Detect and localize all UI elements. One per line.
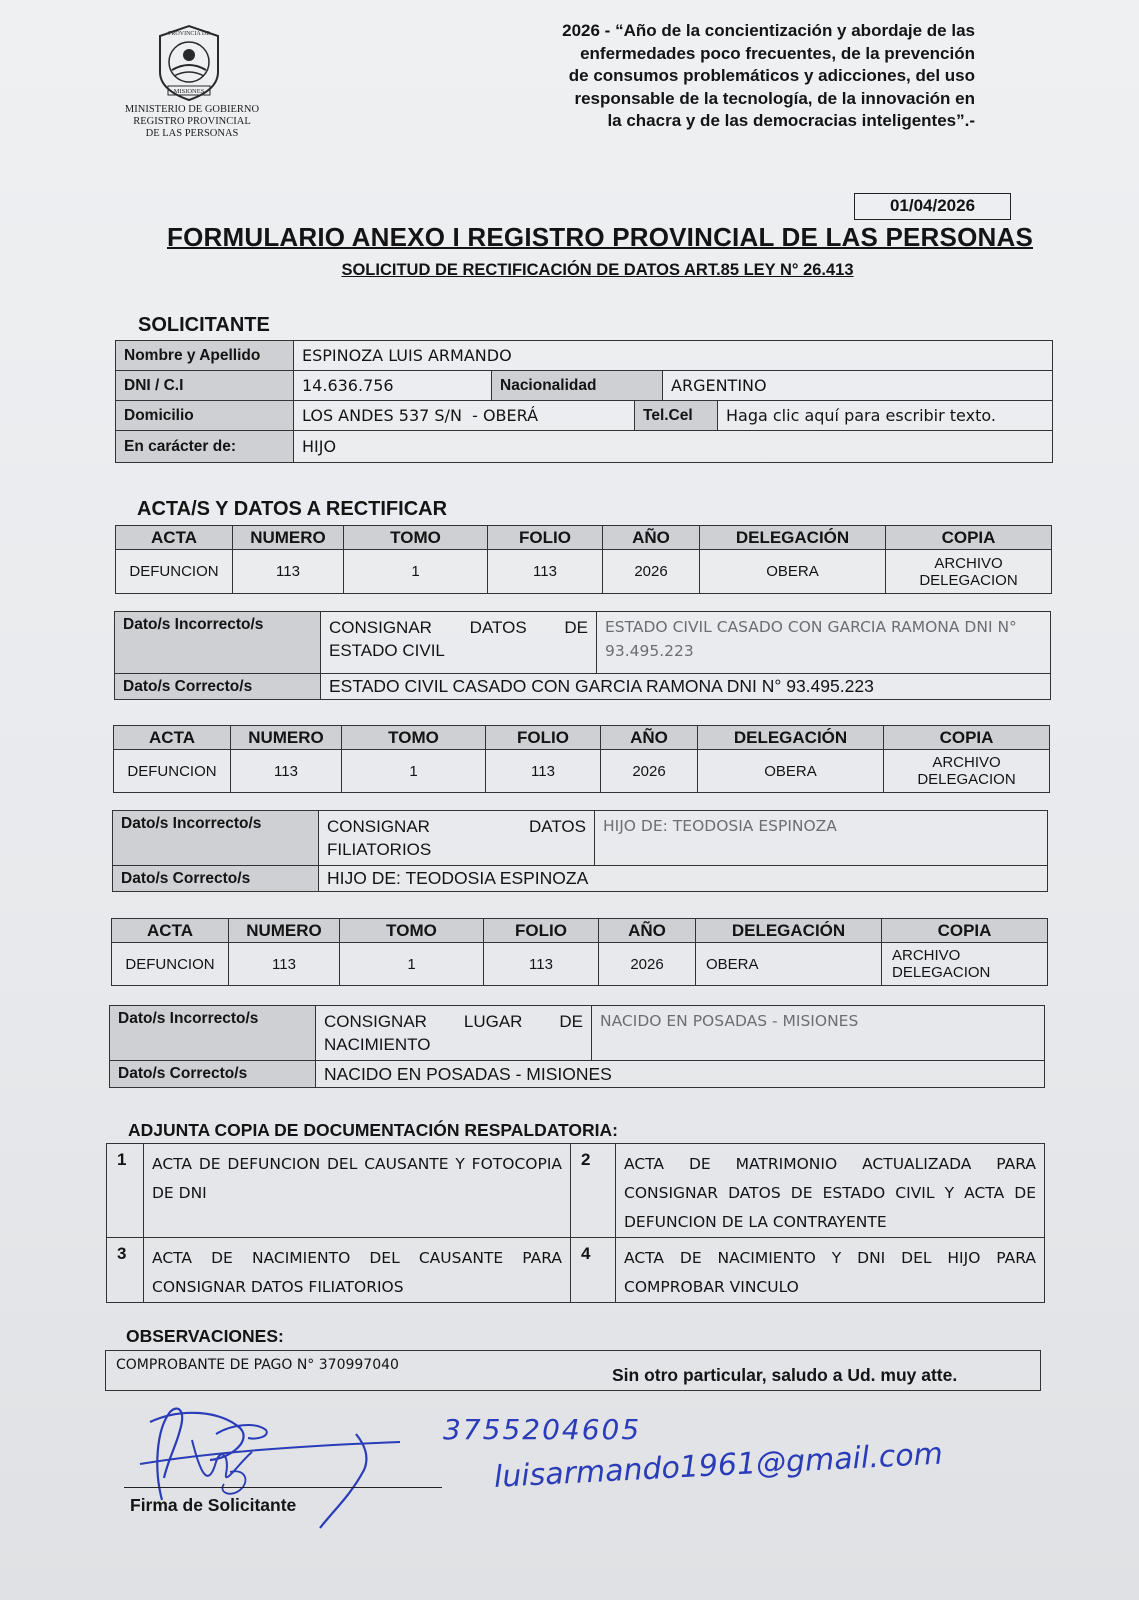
col-acta: ACTA [114, 726, 231, 750]
correcto-field[interactable]: ESTADO CIVIL CASADO CON GARCIA RAMONA DNI N° 93.495.223 [321, 674, 1051, 700]
doc-number: 4 [571, 1238, 616, 1303]
copia-cell[interactable]: ARCHIVO DELEGACION [882, 943, 1048, 986]
closing-text: Sin otro particular, saludo a Ud. muy atte. [612, 1365, 958, 1385]
delegacion-cell[interactable]: OBERA [700, 550, 886, 594]
datos-table [112, 810, 1048, 892]
motto-line: la chacra y de las democracias inteligentes”.- [607, 111, 975, 130]
anio-cell[interactable]: 2026 [601, 750, 698, 793]
tomo-cell[interactable]: 1 [342, 750, 486, 793]
incorrecto-field[interactable]: HIJO DE: TEODOSIA ESPINOZA [595, 811, 1048, 866]
tel-field[interactable]: Haga clic aquí para escribir texto. [718, 401, 1053, 431]
incorrecto-label: Dato/s Incorrecto/s [110, 1006, 316, 1061]
col-folio: FOLIO [484, 919, 599, 943]
col-anio: AÑO [599, 919, 696, 943]
signature-line [124, 1487, 442, 1488]
col-acta: ACTA [112, 919, 229, 943]
descripcion-cell[interactable]: CONSIGNAR LUGAR DE NACIMIENTO [316, 1006, 592, 1061]
nacionalidad-field[interactable]: ARGENTINO [663, 371, 1053, 401]
caracter-field[interactable]: HIJO [294, 431, 1053, 463]
handwritten-phone: 3755204605 [443, 1413, 642, 1446]
motto-line: enfermedades poco frecuentes, de la prevención [580, 43, 975, 63]
caracter-label: En carácter de: [116, 431, 294, 463]
ministry-line: DE LAS PERSONAS [145, 128, 239, 139]
delegacion-cell[interactable]: OBERA [698, 750, 884, 793]
numero-cell[interactable]: 113 [233, 550, 344, 594]
motto-line: responsable de la tecnología, de la innovación en [574, 88, 975, 108]
acta-table [115, 525, 1052, 594]
col-delegacion: DELEGACIÓN [698, 726, 884, 750]
descripcion-cell[interactable]: CONSIGNAR DATOS DE ESTADO CIVIL [321, 612, 597, 674]
doc-number: 2 [571, 1144, 616, 1238]
copia-cell[interactable]: ARCHIVO DELEGACION [886, 550, 1052, 594]
col-acta: ACTA [116, 526, 233, 550]
col-delegacion: DELEGACIÓN [696, 919, 882, 943]
documentos-table [106, 1143, 1045, 1303]
nacionalidad-label: Nacionalidad [492, 371, 663, 401]
ministry-name [112, 104, 272, 140]
form-date: 01/04/2026 [854, 193, 1011, 220]
correcto-label: Dato/s Correcto/s [113, 866, 319, 892]
seal-text-bottom: MISIONES [173, 88, 205, 95]
numero-cell[interactable]: 113 [231, 750, 342, 793]
delegacion-cell[interactable]: OBERA [696, 943, 882, 986]
correcto-label: Dato/s Correcto/s [115, 674, 321, 700]
doc-number: 1 [107, 1144, 144, 1238]
form-title: FORMULARIO ANEXO I REGISTRO PROVINCIAL DE LAS PERSONAS [167, 222, 1033, 252]
copia-cell[interactable]: ARCHIVO DELEGACION [884, 750, 1050, 793]
col-anio: AÑO [601, 726, 698, 750]
observaciones-heading: OBSERVACIONES: [126, 1326, 284, 1346]
dni-label: DNI / C.I [116, 371, 294, 401]
correcto-label: Dato/s Correcto/s [110, 1061, 316, 1088]
motto-line: de consumos problemáticos y adicciones, del uso [568, 66, 975, 85]
col-folio: FOLIO [488, 526, 603, 550]
col-tomo: TOMO [344, 526, 488, 550]
anio-cell[interactable]: 2026 [603, 550, 700, 594]
solicitante-heading: SOLICITANTE [138, 314, 270, 336]
col-tomo: TOMO [340, 919, 484, 943]
doc-item[interactable]: ACTA DE MATRIMONIO ACTUALIZADA PARA CONSIGNAR DATOS DE ESTADO CIVIL Y ACTA DE DEFUNCION DE LA CONTRAYENTE [616, 1144, 1045, 1238]
form-subtitle: SOLICITUD DE RECTIFICACIÓN DE DATOS ART.85 LEY N° 26.413 [341, 261, 854, 279]
domicilio-field[interactable]: LOS ANDES 537 S/N - OBERÁ [294, 401, 635, 431]
col-anio: AÑO [603, 526, 700, 550]
domicilio-label: Domicilio [116, 401, 294, 431]
descripcion-cell[interactable]: CONSIGNAR DATOS FILIATORIOS [319, 811, 595, 866]
numero-cell[interactable]: 113 [229, 943, 340, 986]
correcto-field[interactable]: HIJO DE: TEODOSIA ESPINOZA [319, 866, 1048, 892]
acta-cell[interactable]: DEFUNCION [112, 943, 229, 986]
provincial-seal [150, 22, 228, 104]
col-tomo: TOMO [342, 726, 486, 750]
col-folio: FOLIO [486, 726, 601, 750]
tel-label: Tel.Cel [635, 401, 718, 431]
doc-item[interactable]: ACTA DE DEFUNCION DEL CAUSANTE Y FOTOCOPIA DE DNI [144, 1144, 571, 1238]
folio-cell[interactable]: 113 [484, 943, 599, 986]
folio-cell[interactable]: 113 [488, 550, 603, 594]
ministry-line: MINISTERIO DE GOBIERNO [124, 104, 260, 115]
incorrecto-field[interactable]: NACIDO EN POSADAS - MISIONES [592, 1006, 1045, 1061]
acta-table [113, 725, 1050, 793]
motto-line: 2026 - “Año de la concientización y abordaje de las [562, 21, 975, 40]
incorrecto-field[interactable]: ESTADO CIVIL CASADO CON GARCIA RAMONA DNI N° 93.495.223 [597, 612, 1051, 674]
dni-field[interactable]: 14.636.756 [294, 371, 492, 401]
datos-table [114, 611, 1051, 700]
datos-table [109, 1005, 1045, 1088]
col-copia: COPIA [882, 919, 1048, 943]
acta-table [111, 918, 1048, 986]
incorrecto-label: Dato/s Incorrecto/s [115, 612, 321, 674]
handwritten-email: luisarmando1961@gmail.com [493, 1436, 944, 1495]
correcto-field[interactable]: NACIDO EN POSADAS - MISIONES [316, 1061, 1045, 1088]
incorrecto-label: Dato/s Incorrecto/s [113, 811, 319, 866]
actas-heading: ACTA/S Y DATOS A RECTIFICAR [137, 498, 448, 520]
col-copia: COPIA [884, 726, 1050, 750]
col-numero: NUMERO [229, 919, 340, 943]
adjunta-heading: ADJUNTA COPIA DE DOCUMENTACIÓN RESPALDATORIA: [128, 1120, 618, 1140]
anio-cell[interactable]: 2026 [599, 943, 696, 986]
col-numero: NUMERO [233, 526, 344, 550]
tomo-cell[interactable]: 1 [340, 943, 484, 986]
col-numero: NUMERO [231, 726, 342, 750]
seal-text-top: PROVINCIA DE [168, 31, 210, 37]
nombre-field[interactable]: ESPINOZA LUIS ARMANDO [294, 341, 1053, 371]
doc-number: 3 [107, 1238, 144, 1303]
col-copia: COPIA [886, 526, 1052, 550]
doc-item[interactable]: ACTA DE NACIMIENTO DEL CAUSANTE PARA CONSIGNAR DATOS FILIATORIOS [144, 1238, 571, 1303]
folio-cell[interactable]: 113 [486, 750, 601, 793]
acta-cell[interactable]: DEFUNCION [116, 550, 233, 594]
firma-label: Firma de Solicitante [130, 1495, 297, 1515]
solicitante-table [115, 340, 1053, 463]
nombre-label: Nombre y Apellido [116, 341, 294, 371]
year-motto [480, 20, 975, 133]
tomo-cell[interactable]: 1 [344, 550, 488, 594]
observaciones-field[interactable]: COMPROBANTE DE PAGO N° 370997040 [106, 1351, 1041, 1391]
acta-cell[interactable]: DEFUNCION [114, 750, 231, 793]
doc-item[interactable]: ACTA DE NACIMIENTO Y DNI DEL HIJO PARA COMPROBAR VINCULO [616, 1238, 1045, 1303]
col-delegacion: DELEGACIÓN [700, 526, 886, 550]
ministry-line: REGISTRO PROVINCIAL [133, 116, 251, 127]
